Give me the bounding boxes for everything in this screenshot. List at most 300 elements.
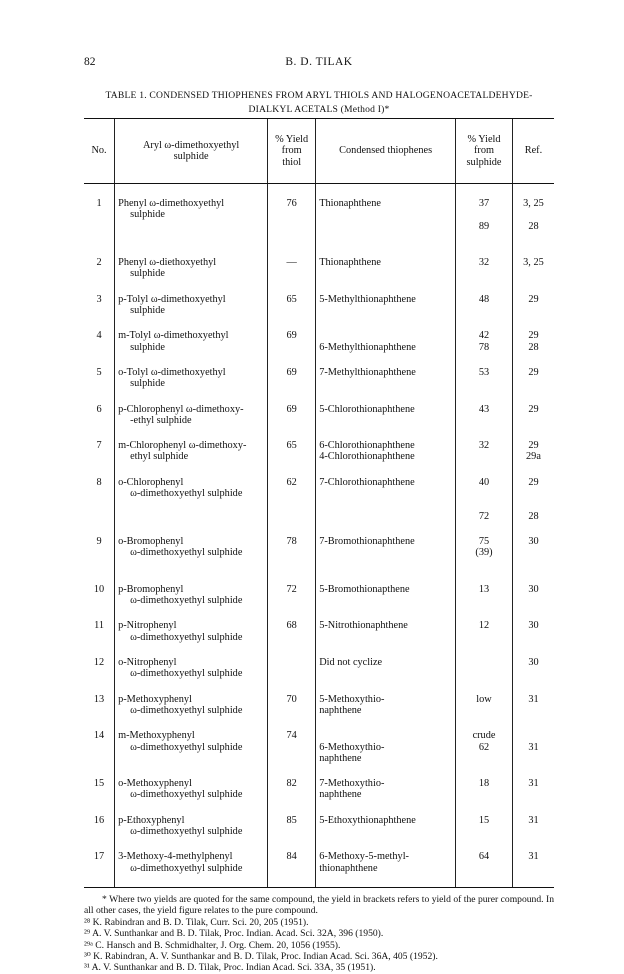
aryl-sulphide-cell-line: -ethyl sulphide: [130, 414, 192, 426]
aryl-sulphide-cell-line: m-Tolyl ω-dimethoxyethyl: [118, 330, 229, 342]
aryl-sulphide-cell-line: sulphide: [130, 209, 165, 221]
yield-from-sulphide-cell-line: (39): [475, 547, 493, 559]
yield-from-sulphide-cell: [456, 403, 513, 427]
yield-from-thiol-cell: [268, 535, 316, 570]
aryl-sulphide-cell-line: ω-dimethoxyethyl sulphide: [130, 668, 243, 680]
yield-from-sulphide-cell-line: 32: [478, 257, 490, 269]
table-row: [84, 777, 554, 801]
reference-cell-line: [516, 753, 551, 764]
row-number-cell: [84, 329, 115, 353]
condensed-thiophene-cell: [316, 476, 456, 522]
yield-from-thiol-cell-line: [271, 342, 312, 353]
yield-from-sulphide-cell-line: [459, 268, 509, 279]
condensed-thiophene-cell-line: 6-Methoxy-5-methyl-: [319, 851, 409, 863]
aryl-sulphide-cell-line: ω-dimethoxyethyl sulphide: [130, 704, 243, 716]
condensed-thiophene-cell-line: Did not cyclize: [319, 657, 383, 669]
condensed-thiophene-cell: [316, 256, 456, 280]
row-number-cell: [84, 476, 115, 522]
aryl-sulphide-cell: [115, 476, 268, 522]
reference-cell-line: 28: [528, 341, 539, 353]
condensed-thiophene-cell-line: 5-Chlorothionaphthene: [319, 403, 415, 415]
table-spacer: [84, 463, 554, 476]
row-number-cell: [84, 439, 115, 463]
aryl-sulphide-cell-line: ω-dimethoxyethyl sulphide: [130, 488, 243, 500]
header-no-text: No.: [91, 145, 107, 157]
condensed-thiophene-cell-line: [319, 499, 452, 510]
header-yield-thiol: [268, 119, 316, 184]
condensed-thiophenes-table: [84, 118, 554, 888]
condensed-thiophene-cell: [316, 366, 456, 390]
aryl-sulphide-cell: [115, 293, 268, 317]
row-number-cell: [84, 197, 115, 243]
aryl-sulphide-cell-line: [118, 511, 264, 522]
yield-from-thiol-cell-line: [271, 742, 312, 753]
condensed-thiophene-cell-line: 7-Bromothionaphthene: [319, 535, 415, 547]
aryl-sulphide-cell-line: ethyl sulphide: [130, 451, 189, 463]
table-row: [84, 850, 554, 874]
table-title: [96, 89, 542, 117]
table-row: [84, 729, 554, 764]
header-yield-thiol-line: thiol: [282, 156, 302, 168]
row-number: 4: [96, 330, 102, 342]
yield-from-sulphide-cell: [456, 693, 513, 717]
aryl-sulphide-cell-line: o-Nitrophenyl: [118, 657, 177, 669]
condensed-thiophene-cell-line: [319, 511, 452, 522]
condensed-thiophene-cell-line: naphthene: [319, 752, 362, 764]
yield-from-thiol-cell-line: [271, 209, 312, 220]
condensed-thiophene-cell-line: naphthene: [319, 704, 362, 716]
condensed-thiophene-cell: [316, 619, 456, 643]
reference-30: ³⁰ K. Rabindran, A. V. Sunthankar and B. D. Tilak, Proc. Indian Acad. Sci. 36A, 405 (1952).: [84, 951, 438, 963]
condensed-thiophene-cell-line: [319, 268, 452, 279]
table-row: [84, 439, 554, 463]
row-number-cell: [84, 693, 115, 717]
yield-from-sulphide-cell-line: crude: [472, 730, 496, 742]
aryl-sulphide-cell-line: ω-dimethoxyethyl sulphide: [130, 595, 243, 607]
aryl-sulphide-cell-line: ω-dimethoxyethyl sulphide: [130, 789, 243, 801]
header-aryl-line: sulphide: [173, 151, 209, 162]
yield-from-sulphide-cell-line: 78: [478, 341, 490, 353]
table-row: [84, 535, 554, 570]
yield-from-sulphide-cell: [456, 197, 513, 243]
yield-from-thiol-cell: [268, 476, 316, 522]
condensed-thiophene-cell-line: [319, 547, 452, 558]
aryl-sulphide-cell-line: [118, 232, 264, 243]
condensed-thiophene-cell: [316, 729, 456, 764]
reference-cell: [512, 197, 554, 243]
aryl-sulphide-cell-line: ω-dimethoxyethyl sulphide: [130, 862, 243, 874]
aryl-sulphide-cell-line: o-Chlorophenyl: [118, 476, 184, 488]
yield-from-thiol-cell-line: 84: [286, 851, 297, 863]
yield-from-sulphide-cell: [456, 814, 513, 838]
row-number: 2: [96, 257, 102, 269]
header-no: [84, 119, 115, 184]
reference-cell-line: 29: [528, 293, 539, 305]
table-row: [84, 693, 554, 717]
aryl-sulphide-cell: [115, 619, 268, 643]
condensed-thiophene-cell-line: [319, 415, 452, 426]
yield-from-sulphide-cell-line: 12: [478, 620, 490, 632]
reference-cell-line: 29a: [526, 451, 541, 463]
page-header: [84, 56, 554, 72]
reference-cell-line: [516, 705, 551, 716]
yield-from-thiol-cell-line: [271, 415, 312, 426]
reference-cell-line: 29: [528, 366, 539, 378]
table-spacer: [84, 390, 554, 403]
yield-from-thiol-cell: [268, 814, 316, 838]
condensed-thiophene-cell-line: [319, 232, 452, 243]
yield-from-thiol-cell-line: 78: [286, 535, 297, 547]
reference-cell-line: 31: [528, 778, 539, 790]
aryl-sulphide-cell: [115, 850, 268, 874]
row-number-cell: [84, 729, 115, 764]
condensed-thiophene-cell-line: [319, 378, 452, 389]
aryl-sulphide-cell-line: ω-dimethoxyethyl sulphide: [130, 741, 243, 753]
header-yield-sulphide: [456, 119, 513, 184]
yield-from-thiol-cell: [268, 256, 316, 280]
aryl-sulphide-cell: [115, 729, 268, 764]
header-yield-sulphide-line: sulphide: [466, 156, 502, 168]
reference-cell: [512, 535, 554, 570]
yield-from-thiol-cell: [268, 850, 316, 874]
header-yield-thiol-line: % Yield: [275, 134, 309, 146]
aryl-sulphide-cell: [115, 256, 268, 280]
yield-from-thiol-cell-line: [271, 511, 312, 522]
yield-from-thiol-cell-line: 70: [286, 693, 297, 705]
row-number: 11: [94, 620, 104, 632]
table-row: [84, 197, 554, 243]
reference-cell-line: [516, 499, 551, 510]
row-number-cell: [84, 656, 115, 680]
condensed-thiophene-cell-line: 6-Chlorothionaphthene: [319, 440, 415, 452]
condensed-thiophene-cell-line: [319, 730, 452, 741]
yield-from-sulphide-cell-line: [459, 632, 509, 643]
condensed-thiophene-cell-line: 7-Methylthionaphthene: [319, 366, 416, 378]
condensed-thiophene-cell-line: [319, 221, 452, 232]
reference-cell: [512, 583, 554, 607]
reference-cell: [512, 814, 554, 838]
yield-from-thiol-cell-line: 85: [286, 814, 297, 826]
yield-from-thiol-cell-line: 69: [286, 366, 297, 378]
condensed-thiophene-cell-line: Thionaphthene: [319, 198, 381, 209]
reference-cell: [512, 256, 554, 280]
reference-cell-line: 31: [528, 814, 539, 826]
table-row: [84, 476, 554, 522]
reference-cell-line: [516, 268, 551, 279]
header-yield-sulphide-line: from: [474, 145, 495, 157]
reference-cell-line: 28: [528, 510, 539, 522]
reference-cell: [512, 693, 554, 717]
yield-from-thiol-cell-line: [271, 232, 312, 243]
yield-from-sulphide-cell-line: low: [476, 693, 492, 705]
reference-cell: [512, 777, 554, 801]
running-head: B. D. TILAK: [285, 56, 353, 68]
yield-from-thiol-cell: [268, 619, 316, 643]
table-spacer: [84, 680, 554, 693]
yield-from-thiol-cell-line: 69: [286, 330, 297, 342]
condensed-thiophene-cell: [316, 777, 456, 801]
table-spacer: [84, 243, 554, 256]
yield-from-thiol-cell-line: [271, 668, 312, 679]
yield-from-thiol-cell-line: [271, 595, 312, 606]
yield-from-sulphide-cell-line: 64: [478, 851, 490, 863]
condensed-thiophene-cell-line: [319, 668, 452, 679]
reference-cell-line: 30: [528, 535, 539, 547]
yield-from-sulphide-cell: [456, 535, 513, 570]
yield-from-sulphide-cell-line: [459, 232, 509, 243]
aryl-sulphide-cell-line: [118, 753, 264, 764]
yield-from-thiol-cell-line: 69: [286, 403, 297, 415]
row-number-cell: [84, 535, 115, 570]
condensed-thiophene-cell-line: 7-Methoxythio-: [319, 778, 385, 790]
yield-from-sulphide-cell-line: [459, 863, 509, 874]
reference-cell-line: [516, 547, 551, 558]
yield-from-thiol-cell: [268, 197, 316, 243]
table-spacer: [84, 764, 554, 777]
condensed-thiophene-cell: [316, 583, 456, 607]
condensed-thiophene-cell-line: Thionaphthene: [319, 257, 381, 269]
row-number: 8: [96, 476, 102, 488]
aryl-sulphide-cell: [115, 197, 268, 243]
condensed-thiophene-cell-line: 5-Methylthionaphthene: [319, 293, 416, 305]
yield-from-sulphide-cell-line: 53: [478, 366, 490, 378]
yield-from-thiol-cell-line: [271, 863, 312, 874]
table-row: [84, 329, 554, 353]
header-aryl: [115, 119, 268, 184]
reference-29a: ²⁹ᵃ C. Hansch and B. Schmidhalter, J. Org. Chem. 20, 1056 (1955).: [84, 939, 341, 951]
header-yield-thiol-line: from: [281, 145, 302, 157]
row-number-cell: [84, 814, 115, 838]
yield-from-sulphide-cell: [456, 256, 513, 280]
yield-from-thiol-cell-line: [271, 705, 312, 716]
yield-from-thiol-cell: [268, 403, 316, 427]
yield-from-thiol-cell-line: [271, 789, 312, 800]
yield-from-sulphide-cell-line: [459, 488, 509, 499]
reference-cell: [512, 403, 554, 427]
yield-from-sulphide-cell-line: [459, 668, 509, 679]
reference-cell-line: 31: [528, 693, 539, 705]
row-number: 6: [96, 403, 102, 415]
reference-cell-line: 31: [528, 741, 539, 753]
yield-from-sulphide-cell-line: 13: [478, 583, 490, 595]
row-number-cell: [84, 777, 115, 801]
yield-from-sulphide-cell-line: [459, 753, 509, 764]
condensed-thiophene-cell-line: 4-Chlorothionaphthene: [319, 451, 415, 463]
yield-from-thiol-cell-line: 76: [286, 198, 297, 209]
reference-cell-line: 29: [528, 403, 539, 415]
condensed-thiophene-cell-line: [319, 488, 452, 499]
header-aryl-line: Aryl ω-dimethoxyethyl: [142, 139, 240, 151]
aryl-sulphide-cell-line: [118, 499, 264, 510]
yield-from-thiol-cell-line: [271, 305, 312, 316]
aryl-sulphide-cell-line: o-Methoxyphenyl: [118, 778, 192, 790]
row-number: 7: [96, 440, 102, 452]
condensed-thiophene-cell-line: [319, 632, 452, 643]
header-ref: [512, 119, 554, 184]
yield-from-sulphide-cell-line: 42: [478, 330, 490, 342]
yield-from-thiol-cell: [268, 656, 316, 680]
reference-cell-line: [516, 595, 551, 606]
table-row: [84, 256, 554, 280]
row-number-cell: [84, 256, 115, 280]
reference-cell-line: 3, 25: [523, 257, 544, 269]
row-number: 15: [93, 778, 105, 790]
yield-from-thiol-cell-line: 72: [286, 583, 297, 595]
aryl-sulphide-cell-line: [118, 559, 264, 570]
table-title-line: TABLE 1. CONDENSED THIOPHENES FROM ARYL THIOLS AND HALOGENOACETALDEHYDE-: [105, 90, 533, 101]
reference-cell-line: [516, 668, 551, 679]
condensed-thiophene-cell-line: [319, 595, 452, 606]
aryl-sulphide-cell: [115, 439, 268, 463]
aryl-sulphide-cell-line: Phenyl ω-dimethoxyethyl: [118, 198, 225, 209]
reference-31: ³¹ A. V. Sunthankar and B. D. Tilak, Proc. Indian Acad. Sci. 33A, 35 (1951).: [84, 962, 376, 974]
yield-from-sulphide-cell: [456, 850, 513, 874]
yield-from-thiol-cell: [268, 293, 316, 317]
yield-from-thiol-cell: [268, 583, 316, 607]
reference-29: ²⁹ A. V. Sunthankar and B. D. Tilak, Proc. Indian. Acad. Sci. 32A, 396 (1950).: [84, 928, 384, 940]
condensed-thiophene-cell-line: [319, 559, 452, 570]
reference-cell: [512, 293, 554, 317]
header-ref-text: Ref.: [524, 145, 543, 157]
yield-from-thiol-cell-line: [271, 547, 312, 558]
aryl-sulphide-cell: [115, 656, 268, 680]
reference-cell-line: [516, 415, 551, 426]
table-spacer: [84, 353, 554, 366]
reference-cell-line: 30: [528, 657, 539, 669]
condensed-thiophene-cell-line: 5-Nitrothionaphthene: [319, 620, 408, 632]
header-yield-sulphide-line: % Yield: [467, 134, 501, 146]
yield-from-thiol-cell: [268, 777, 316, 801]
aryl-sulphide-cell-line: m-Methoxyphenyl: [118, 730, 195, 742]
reference-cell-line: [516, 488, 551, 499]
condensed-thiophene-cell-line: 6-Methylthionaphthene: [319, 341, 416, 353]
reference-cell: [512, 850, 554, 874]
yield-from-sulphide-cell: [456, 329, 513, 353]
aryl-sulphide-cell-line: [118, 221, 264, 232]
table-row: [84, 293, 554, 317]
yield-from-sulphide-cell-line: [459, 378, 509, 389]
yield-from-thiol-cell-line: —: [286, 257, 297, 269]
reference-cell-line: 31: [528, 851, 539, 863]
reference-cell-line: [516, 559, 551, 570]
yield-from-sulphide-cell-line: 43: [478, 403, 490, 415]
condensed-thiophene-cell-line: thionaphthene: [319, 862, 378, 874]
row-number: 14: [93, 730, 105, 742]
aryl-sulphide-cell-line: p-Nitrophenyl: [118, 620, 177, 632]
reference-cell: [512, 656, 554, 680]
yield-from-sulphide-cell-line: [459, 595, 509, 606]
table-spacer: [84, 184, 554, 198]
condensed-thiophene-cell: [316, 656, 456, 680]
yield-from-thiol-cell-line: 74: [286, 730, 297, 742]
yield-from-thiol-cell-line: 82: [286, 778, 297, 790]
table-row: [84, 366, 554, 390]
row-number: 9: [96, 535, 102, 547]
condensed-thiophene-cell-line: 5-Ethoxythionaphthene: [319, 814, 416, 826]
yield-from-sulphide-cell: [456, 583, 513, 607]
reference-cell-line: [516, 730, 551, 741]
header-product-text: Condensed thiophenes: [339, 145, 433, 157]
reference-cell-line: 29: [528, 476, 539, 488]
table-spacer: [84, 426, 554, 439]
aryl-sulphide-cell-line: p-Ethoxyphenyl: [118, 814, 185, 826]
row-number: 16: [93, 814, 105, 826]
yield-from-sulphide-cell-line: 37: [478, 198, 490, 209]
condensed-thiophene-cell-line: [319, 826, 452, 837]
yield-from-sulphide-cell-line: [459, 499, 509, 510]
row-number-cell: [84, 850, 115, 874]
condensed-thiophene-cell: [316, 850, 456, 874]
yield-from-sulphide-cell-line: 18: [478, 778, 490, 790]
yield-from-sulphide-cell: [456, 777, 513, 801]
aryl-sulphide-cell-line: m-Chlorophenyl ω-dimethoxy-: [118, 440, 247, 452]
aryl-sulphide-cell-line: sulphide: [130, 378, 165, 390]
table-row: [84, 619, 554, 643]
aryl-sulphide-cell-line: Phenyl ω-diethoxyethyl: [118, 257, 217, 269]
yield-from-sulphide-cell-line: [459, 705, 509, 716]
yield-from-thiol-cell-line: 62: [286, 476, 297, 488]
yield-from-sulphide-cell-line: 32: [478, 440, 490, 452]
reference-cell-line: 30: [528, 583, 539, 595]
yield-from-thiol-cell-line: [271, 221, 312, 232]
reference-cell-line: [516, 789, 551, 800]
row-number-cell: [84, 619, 115, 643]
aryl-sulphide-cell: [115, 366, 268, 390]
yield-from-sulphide-cell-line: 72: [478, 510, 490, 522]
aryl-sulphide-cell-line: o-Bromophenyl: [118, 535, 184, 547]
yield-from-sulphide-cell-line: 75: [478, 535, 490, 547]
condensed-thiophene-cell: [316, 439, 456, 463]
table-header-row: [84, 119, 554, 184]
aryl-sulphide-cell: [115, 329, 268, 353]
row-number: 3: [96, 293, 102, 305]
data-table-wrapper: [84, 118, 554, 888]
reference-cell: [512, 619, 554, 643]
table-spacer: [84, 716, 554, 729]
aryl-sulphide-cell-line: ω-dimethoxyethyl sulphide: [130, 631, 243, 643]
reference-cell-line: [516, 863, 551, 874]
yield-from-sulphide-cell-line: [459, 305, 509, 316]
yield-from-sulphide-cell: [456, 293, 513, 317]
yield-from-thiol-cell-line: [271, 451, 312, 462]
row-number: 12: [93, 657, 105, 669]
aryl-sulphide-cell: [115, 693, 268, 717]
aryl-sulphide-cell-line: sulphide: [130, 341, 165, 353]
yield-from-sulphide-cell: [456, 366, 513, 390]
header-product: [316, 119, 456, 184]
aryl-sulphide-cell-line: p-Bromophenyl: [118, 583, 184, 595]
yield-from-thiol-cell-line: 65: [286, 293, 297, 305]
yield-from-sulphide-cell-line: [459, 415, 509, 426]
condensed-thiophene-cell: [316, 197, 456, 243]
condensed-thiophene-cell: [316, 535, 456, 570]
condensed-thiophene-cell-line: [319, 209, 452, 220]
footnotes: [84, 894, 554, 974]
table-footnote: * Where two yields are quoted for the same compound, the yield in brackets refers to yield of the purer compound. In all other cases, the yield figure relates to the pure compound.: [84, 894, 554, 917]
yield-from-sulphide-cell-line: [459, 826, 509, 837]
aryl-sulphide-cell-line: p-Chlorophenyl ω-dimethoxy-: [118, 403, 244, 415]
row-number-cell: [84, 293, 115, 317]
condensed-thiophene-cell-line: [319, 330, 452, 341]
reference-cell: [512, 729, 554, 764]
yield-from-thiol-cell: [268, 693, 316, 717]
reference-cell-line: [516, 232, 551, 243]
reference-cell: [512, 439, 554, 463]
table-row: [84, 814, 554, 838]
yield-from-thiol-cell: [268, 729, 316, 764]
table-spacer: [84, 643, 554, 656]
yield-from-sulphide-cell-line: [459, 657, 509, 668]
